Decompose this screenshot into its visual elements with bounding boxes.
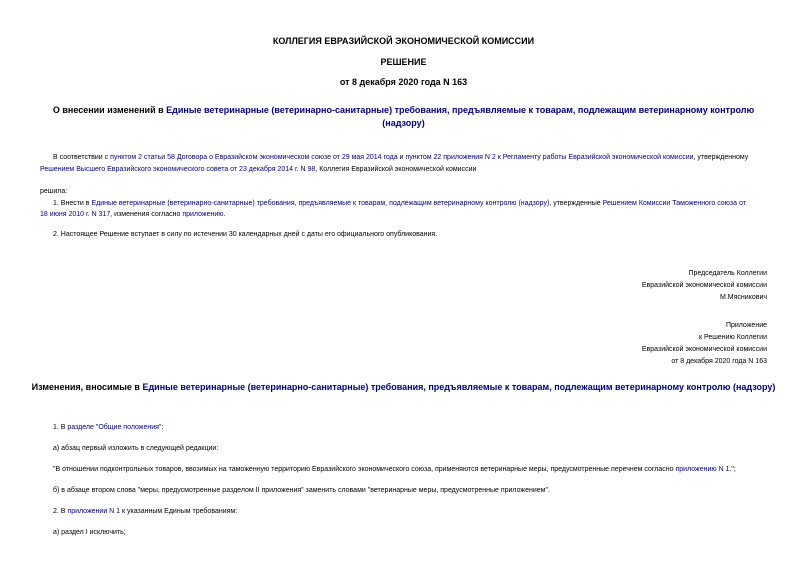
- annex-date: от 8 декабря 2020 года N 163: [671, 358, 767, 365]
- resolved-label: решила:: [40, 188, 68, 195]
- signature-title: Председатель Коллегии: [688, 270, 767, 277]
- item2: 2. Настоящее Решение вступает в силу по истечении 30 календарных дней с даты его официального опубликования.: [53, 231, 438, 238]
- change-1b: б) в абзаце втором слова "меры, предусмотренные разделом II приложения" заменить словами "ветеринарные меры, предусмотренные приложением".: [53, 487, 550, 494]
- council-decision-link[interactable]: Решением Высшего Евразийского экономического совета от 23 декабря 2014 г. N 98: [40, 166, 316, 173]
- treaty-link[interactable]: пунктом 2 статьи 58 Договора о Евразийском экономическом союзе от 29 мая 2014 года: [110, 154, 398, 161]
- org-heading: КОЛЛЕГИЯ ЕВРАЗИЙСКОЙ ЭКОНОМИЧЕСКОЙ КОМИССИИ: [272, 36, 535, 46]
- signature-org: Евразийской экономической комиссии: [641, 282, 767, 289]
- preamble-line2: Решением Высшего Евразийского экономического совета от 23 декабря 2014 г. N 98, Коллегия Евразийской экономической комиссии: [40, 166, 477, 173]
- annex-ref: к Решению Коллегии: [699, 334, 767, 341]
- changes-title-link[interactable]: Единые ветеринарные (ветеринарно-санитарные) требования, предъявляемые к товарам, подлежащим ветеринарному контролю (надзору): [142, 382, 776, 392]
- change-1a: а) абзац первый изложить в следующей редакции:: [53, 445, 219, 452]
- title-link-cont[interactable]: (надзору): [382, 118, 425, 128]
- document-title: [0, 104, 807, 130]
- requirements-link[interactable]: Единые ветеринарные (ветеринарно-санитарные) требования, предъявляемые к товарам, подлежащим ветеринарному контролю (надзору): [91, 200, 550, 207]
- annex-block: [642, 320, 767, 368]
- change-2a: а) раздел I исключить;: [53, 529, 126, 536]
- preamble-line1: В соответствии с пунктом 2 статьи 58 Договора о Евразийском экономическом союзе от 29 мая 2014 года и пунктом 22 приложения N 2 к Регламенту работы Евразийской экономической комиссии, утвержденному: [53, 154, 749, 161]
- annex-label: Приложение: [725, 322, 767, 329]
- signature-block: [642, 268, 767, 304]
- change-1a-text: "В отношении подконтрольных товаров, ввозимых на таможенную территорию Евразийского экономического союза, применяются ветеринарные меры, предусмотренные перечнем согласно приложению N 1.";: [53, 466, 736, 473]
- cu-decision-link[interactable]: Решением Комиссии Таможенного союза от: [602, 200, 746, 207]
- appendix1-link[interactable]: приложению N 1: [675, 466, 730, 473]
- regulation-link[interactable]: пунктом 22 приложения N 2 к Регламенту работы Евразийской экономической комиссии: [405, 154, 694, 161]
- change-1: 1. В разделе "Общие положения":: [53, 424, 164, 431]
- item1-line1: 1. Внести в Единые ветеринарные (ветеринарно-санитарные) требования, предъявляемые к товарам, подлежащим ветеринарному контролю (надзору), утвержденные Решением Комиссии Таможенного союза от: [53, 200, 746, 207]
- appendix1-link-2[interactable]: приложении N 1: [67, 508, 121, 515]
- date-number-heading: от 8 декабря 2020 года N 163: [339, 77, 468, 87]
- general-provisions-link[interactable]: разделе "Общие положения": [67, 424, 162, 431]
- signature-name: М.Мясникович: [720, 294, 767, 301]
- annex-org: Евразийской экономической комиссии: [641, 346, 767, 353]
- change-2: 2. В приложении N 1 к указанным Единым требованиям:: [53, 508, 238, 515]
- item1-line2: 18 июня 2010 г. N 317, изменения согласно приложению.: [40, 211, 226, 218]
- title-link[interactable]: Единые ветеринарные (ветеринарно-санитарные) требования, предъявляемые к товарам, подлежащим ветеринарному контролю: [166, 105, 755, 115]
- annex-link[interactable]: приложению: [182, 211, 224, 218]
- title-prefix: О внесении изменений в: [52, 105, 167, 115]
- changes-title: Изменения, вносимые в Единые ветеринарные (ветеринарно-санитарные) требования, предъявляемые к товарам, подлежащим ветеринарному контролю (надзору): [31, 382, 776, 392]
- cu-decision-link-cont[interactable]: 18 июня 2010 г. N 317: [40, 211, 111, 218]
- doc-type-heading: РЕШЕНИЕ: [380, 57, 427, 67]
